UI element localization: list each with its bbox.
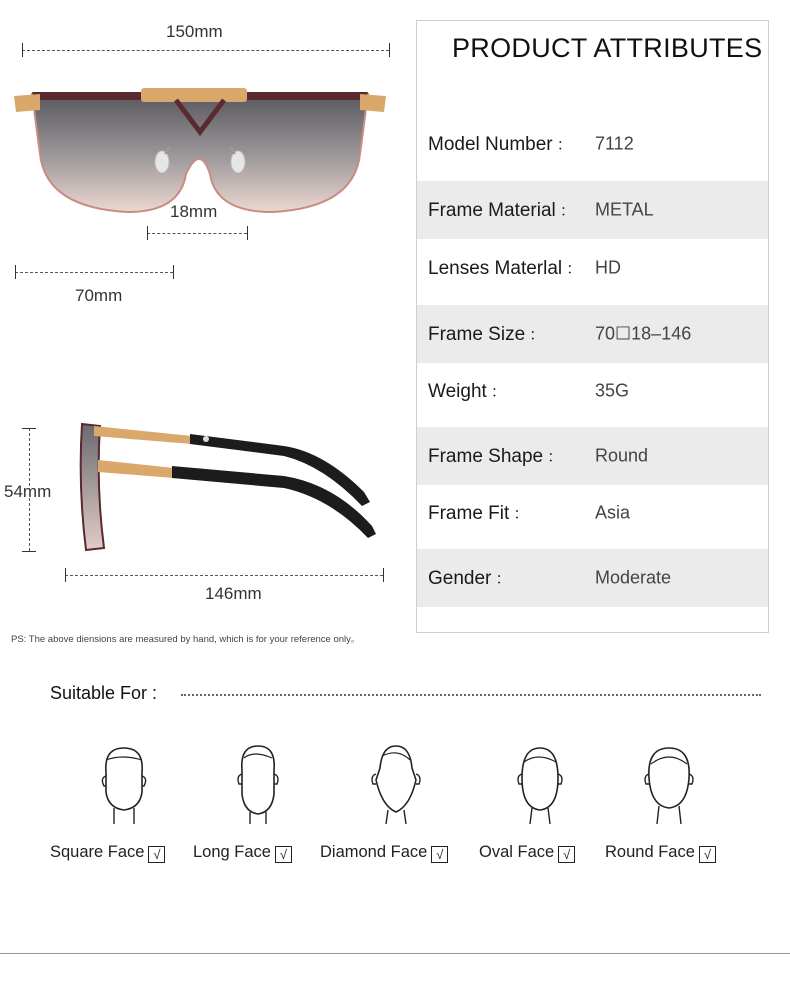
attribute-row-lenses-material: Lenses Materlal ： HD [428, 257, 621, 279]
suitable-for-label: Suitable For : [50, 683, 158, 703]
attribute-value: 70☐18–146 [595, 323, 692, 344]
temple-length-label: 146mm [205, 584, 262, 603]
total-width-dimension-line [22, 50, 389, 51]
face-caption-long: Long Face √ [193, 843, 292, 863]
glasses-front-view [10, 82, 390, 222]
face-caption-diamond: Diamond Face √ [320, 843, 448, 863]
attribute-key: Model Number [428, 134, 553, 155]
oval-face-icon [508, 742, 572, 826]
attribute-row-frame-shape: Frame Shape ： Round [417, 427, 768, 485]
square-face-icon [92, 742, 156, 826]
attribute-key: Frame Material [428, 200, 556, 221]
attribute-value: Round [595, 445, 649, 466]
checkbox-checked-icon: √ [148, 846, 165, 863]
checkbox-checked-icon: √ [558, 846, 575, 863]
attribute-row-frame-size: Frame Size ： 70☐18–146 [417, 305, 768, 363]
height-dimension-line [29, 428, 30, 551]
bottom-divider [0, 953, 790, 954]
dotted-divider [181, 694, 761, 696]
attribute-value: HD [595, 257, 621, 278]
attribute-value: 7112 [595, 133, 634, 154]
attribute-key: Frame Fit [428, 503, 510, 524]
attribute-row-gender: Gender ： Moderate [417, 549, 768, 607]
checkbox-checked-icon: √ [431, 846, 448, 863]
attribute-value: Asia [595, 502, 631, 523]
ps-note: PS: The above diensions are measured by hand, which is for your reference only。 [11, 634, 361, 645]
attribute-key: Weight [428, 381, 487, 402]
attribute-key: Gender [428, 568, 492, 589]
lens-width-dimension-line [15, 272, 173, 273]
checkbox-checked-icon: √ [699, 846, 716, 863]
face-caption-round: Round Face √ [605, 843, 716, 863]
attribute-key: Frame Size [428, 324, 526, 345]
long-face-icon [226, 742, 290, 826]
height-label: 54mm [4, 482, 52, 501]
attribute-row-frame-fit: Frame Fit ： Asia [428, 502, 631, 524]
face-caption-square: Square Face √ [50, 843, 165, 863]
attribute-value: 35G [595, 380, 630, 401]
bridge-dimension-line [147, 233, 247, 234]
checkbox-checked-icon: √ [275, 846, 292, 863]
temple-length-dimension-line [65, 575, 383, 576]
attribute-row-model-number: Model Number ： 7112 [428, 133, 634, 155]
face-caption-oval: Oval Face √ [479, 843, 575, 863]
attribute-row-frame-material: Frame Material ： METAL [417, 181, 768, 239]
glasses-side-view [74, 416, 384, 558]
attribute-value: METAL [595, 199, 654, 220]
product-attributes-panel [416, 20, 769, 633]
attribute-row-weight: Weight ： 35G [428, 380, 630, 402]
diamond-face-icon [364, 742, 428, 826]
attributes-title: PRODUCT ATTRIBUTES [452, 33, 763, 63]
attribute-key: Lenses Materlal [428, 258, 563, 279]
lens-width-label: 70mm [75, 286, 123, 305]
attribute-key: Frame Shape [428, 446, 544, 467]
total-width-label: 150mm [166, 22, 223, 41]
bridge-width-label: 18mm [170, 202, 218, 221]
round-face-icon [637, 742, 701, 826]
attribute-value: Moderate [595, 567, 672, 588]
